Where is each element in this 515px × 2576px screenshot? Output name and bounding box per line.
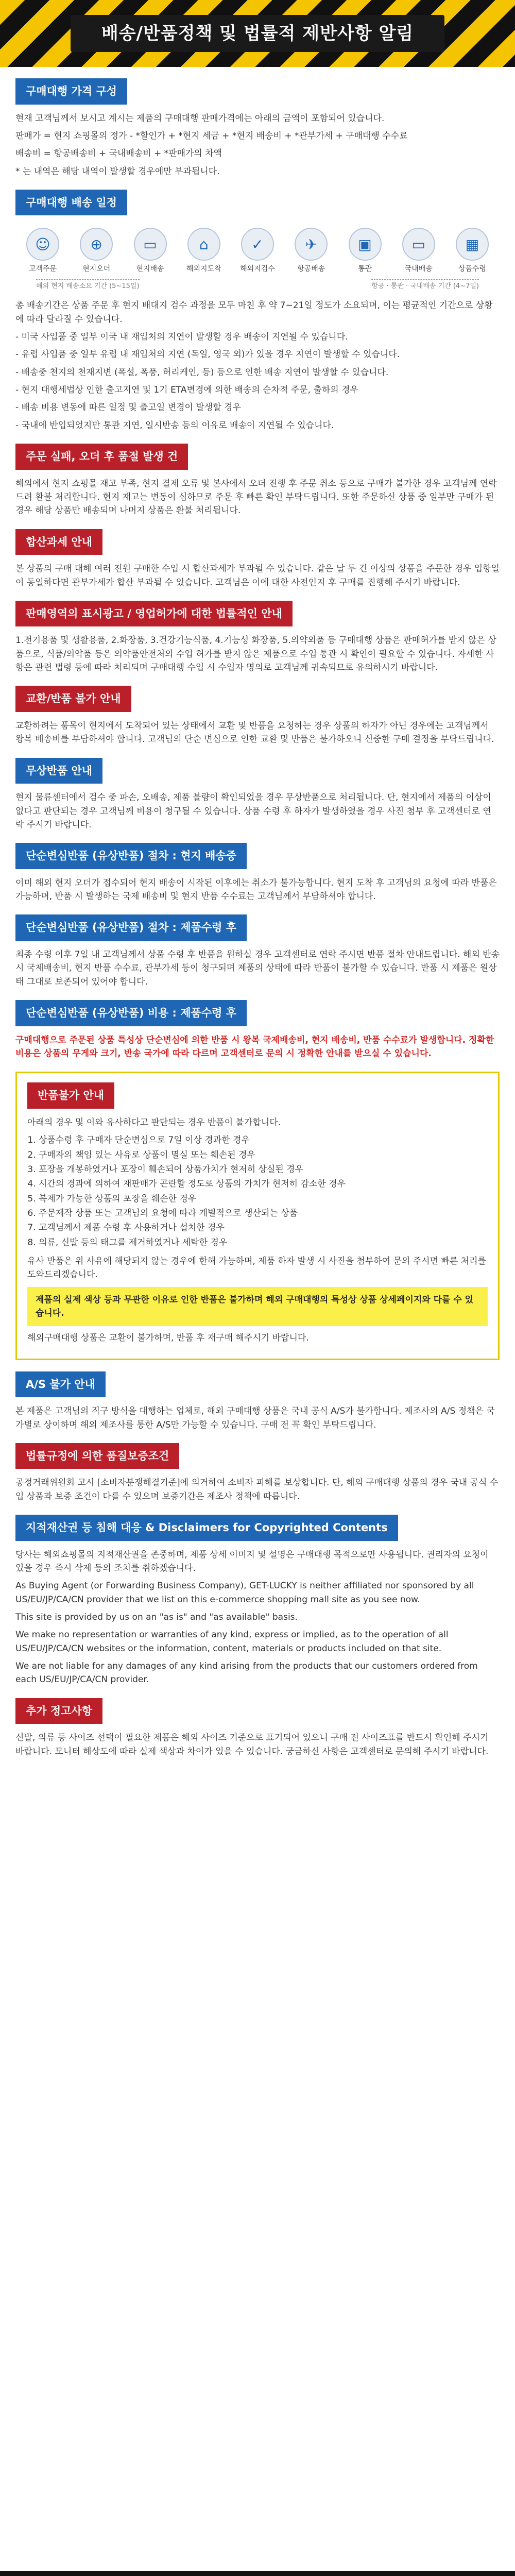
extra-notice-section — [0, 1698, 515, 1758]
section-heading: 주문 실패, 오더 후 품절 발생 건 — [15, 444, 188, 470]
text-line: - 미국 사입품 중 일부 이국 내 재입처의 지연이 발생할 경우 배송이 지연될 수 있습니다. — [15, 331, 348, 342]
free-return-section — [0, 758, 515, 832]
text-line: 해외구매대행 상품은 교환이 불가하며, 반품 후 재구매 해주시기 바랍니다. — [27, 1333, 309, 1344]
text-line: 1.전기용품 및 생활용품, 2.화장품, 3.건강기능식품, 4.기능성 화장품, 5.의약외품 등 구매대행 상품은 판매허가를 받지 않은 상품으로, 식품/의약품 등은 의약품안전처의 수입 허가를 받지 않은 제품으로 수입 통관 시 확인이 필요할 수 있습니다. 자세한 사항은 관련 법령 등에 따라 처리되며 구매대행 수입 시 수입자 명의로 고객님께 귀속되므로 유의하시기 바랍니다. — [15, 635, 496, 673]
flow-label: 해외지도착 — [186, 265, 221, 274]
text-line: 해외에서 현지 쇼핑몰 재고 부족, 현지 결제 오류 및 본사에서 오더 진행 후 주문 취소 등으로 구매가 불가한 경우 고객님께 연락드려 환불 처리합니다. 현지 재고는 변동이 심하므로 주문 후 빠른 확인 부탁드립니다. 또한 주문하신 상품 중 일부만 구매가 된 경우 해당 상품만 배송되며 나머지 상품은 환불 처리됩니다. — [15, 478, 497, 516]
section-heading: 합산과세 안내 — [15, 529, 102, 555]
section-heading: 교환/반품 불가 안내 — [15, 686, 131, 712]
flow-label: 현지오더 — [82, 265, 111, 274]
section-heading: 추가 정고사항 — [15, 1698, 102, 1724]
text-line: 아래의 경우 및 이와 유사하다고 판단되는 경우 반품이 불가합니다. — [27, 1117, 281, 1128]
cart-icon: ⊕ — [80, 228, 113, 261]
text-line: - 국내에 반입되었지만 통관 지연, 일시반송 등의 이유로 배송이 지연될 수 있습니다. — [15, 420, 334, 431]
flow-step — [289, 228, 333, 275]
text-line: 본 제품은 고객님의 직구 방식을 대행하는 업체로, 해외 구매대행 상품은 국내 공식 A/S가 불가합니다. 제조사의 A/S 정책은 국가별로 상이하며 해외 제조사를 통한 A/S만 가능할 수 있습니다. 구매 전 꼭 확인 부탁드립니다. — [15, 1406, 495, 1430]
text-line: - 배송 비용 변동에 따른 일정 및 출고일 변경이 발생할 경우 — [15, 402, 241, 413]
text-line: 판매가 = 현지 쇼핑몰의 정가 - *할인가 + *현지 세금 + *현지 배송비 + *관부가세 + 구매대행 수수료 — [15, 130, 408, 141]
flow-step — [182, 228, 226, 275]
flow-label: 현지배송 — [136, 265, 164, 274]
text-line: 본 상품의 구매 대해 여러 전원 구매한 수입 시 합산과세가 부과될 수 있습니다. 같은 날 두 건 이상의 상품을 주문한 경우 입항일이 동일하다면 관부가세가 합산 부과될 수 있습니다. 고객님은 이에 대한 사전인지 후 구매를 진행해 주시기 바랍니다. — [15, 564, 500, 588]
text-line: We make no representation or warranties of any kind, express or implied, as to the operation of all US/EU/JP/CA/CN websites or the information, content, materials or products included on that site. — [15, 1630, 449, 1654]
flow-label: 상품수령 — [458, 265, 487, 274]
text-line: - 현지 대행세법상 인한 출고지연 및 1기 ETA변경에 의한 배송의 순차적 주문, 출하의 경우 — [15, 385, 358, 396]
list-item: 5. 복제가 가능한 상품의 포장을 훼손한 경우 — [39, 1192, 488, 1206]
no-return-section — [0, 1072, 515, 1360]
shipping-section — [0, 190, 515, 432]
text-line: * 는 내역은 해당 내역이 발생할 경우에만 부과됩니다. — [15, 166, 220, 177]
ip-section — [0, 1515, 515, 1687]
list-item: 4. 시간의 경과에 의하여 재판매가 곤란할 정도로 상품의 가치가 현저히 감소한 경우 — [39, 1177, 488, 1191]
flow-step — [21, 228, 65, 275]
order-fail-section — [0, 444, 515, 518]
warehouse-icon: ⌂ — [187, 228, 220, 261]
section-heading: 판매영역의 표시광고 / 영업허가에 대한 법률적인 안내 — [15, 601, 293, 627]
text-line: 현지 물류센터에서 검수 중 파손, 오배송, 제품 불량이 확인되었을 경우 무상반품으로 처리됩니다. 단, 현지에서 제품의 이상이 없다고 판단되는 경우 고객님께 비용이 청구될 수 있습니다. 상품 수령 후 하자가 발생하였을 경우 사진 첨부 후 고객센터로 연락 주시기 바랍니다. — [15, 792, 491, 830]
inspect-icon: ✓ — [241, 228, 274, 261]
combined-tax-section — [0, 529, 515, 589]
list-item: 1. 상품수령 후 구매자 단순변심으로 7일 이상 경과한 경우 — [39, 1133, 488, 1147]
flow-step — [343, 228, 387, 275]
flow-label: 고객주문 — [28, 265, 57, 274]
section-heading: 무상반품 안내 — [15, 758, 102, 784]
flow-label: 해외지검수 — [240, 265, 275, 274]
flow-step — [128, 228, 173, 275]
section-heading: 구매대행 배송 일정 — [15, 190, 127, 216]
box-icon: ▦ — [456, 228, 489, 261]
no-return-box — [15, 1072, 500, 1360]
section-heading: 단순변심반품 (유상반품) 절차 : 제품수령 후 — [15, 914, 247, 941]
flow-label: 항공배송 — [297, 265, 325, 274]
page-title: 배송/반품정책 및 법률적 제반사항 알림 — [71, 15, 444, 53]
flow-label: 통관 — [357, 265, 372, 274]
no-return-list — [39, 1133, 488, 1249]
plane-icon: ✈ — [295, 228, 328, 261]
flow-step — [397, 228, 441, 275]
footer-brand — [0, 2571, 515, 2576]
flow-period-left: 해외 현지 배송소요 기간 (5~15일) — [36, 279, 140, 292]
no-exchange-section — [0, 686, 515, 746]
text-line: 공정거래위원회 고시 [소비자분쟁해결기준]에 의거하여 소비자 피해를 보상합니다. 단, 해외 구매대행 상품의 경우 국내 공식 수입 상품과 보증 조건이 다를 수 있으며 보증기간은 제조사 정책에 따릅니다. — [15, 1478, 499, 1502]
text-line: 현재 고객님께서 보시고 계시는 제품의 구매대행 판매가격에는 아래의 금액이 포함되어 있습니다. — [15, 113, 385, 124]
paid-return-cost-section — [0, 1000, 515, 1060]
flow-period-right: 항공 · 통관 · 국내배송 기간 (4~7일) — [371, 279, 479, 292]
price-section — [0, 78, 515, 178]
paid-return-after-section — [0, 914, 515, 989]
legal-notice-section — [0, 601, 515, 675]
section-heading: 지적재산권 등 침해 대응 & Disclaimers for Copyrighted Contents — [15, 1515, 398, 1541]
section-heading: 반품불가 안내 — [27, 1082, 114, 1109]
truck-icon: ▭ — [134, 228, 167, 261]
text-line: 당사는 해외쇼핑몰의 지적재산권을 존중하며, 제품 상세 이미지 및 설명은 구매대행 목적으로만 사용됩니다. 권리자의 요청이 있을 경우 즉시 삭제 등의 조치를 취하겠습니다. — [15, 1549, 489, 1574]
text-line: This site is provided by us on an "as is" and "as available" basis. — [15, 1612, 298, 1623]
warning-strip: 제품의 실제 색상 등과 무관한 이유로 인한 반품은 불가하며 해외 구매대행의 특성상 상품 상세페이지와 다를 수 있습니다. — [27, 1287, 488, 1327]
text-line: 유사 반품은 위 사유에 해당되지 않는 경우에 한해 가능하며, 제품 하자 발생 시 사진을 첨부하여 문의 주시면 빠른 처리를 도와드리겠습니다. — [27, 1256, 486, 1280]
section-heading: A/S 불가 안내 — [15, 1371, 106, 1398]
text-line: As Buying Agent (or Forwarding Business Company), GET-LUCKY is neither affiliated nor sponsored by all US/EU/JP/CA/CN provider that we list on this e-commerce shopping mall site as you see now. — [15, 1581, 474, 1605]
text-line: We are not liable for any damages of any kind arising from the products that our customers ordered from each US/EU/JP/CA/CN provider. — [15, 1661, 478, 1685]
list-item: 8. 의류, 신발 등의 태그를 제거하였거나 세탁한 경우 — [39, 1236, 488, 1249]
flow-step — [74, 228, 118, 275]
list-item: 7. 고객님께서 제품 수령 후 사용하거나 설치한 경우 — [39, 1221, 488, 1234]
text-line: - 배송중 천지의 천재지변 (폭설, 폭풍, 허리케인, 등) 등으로 인한 배송 지연이 발생할 수 있습니다. — [15, 367, 389, 378]
list-item: 2. 구매자의 책임 있는 사유로 상품이 멸실 또는 훼손된 경우 — [39, 1148, 488, 1162]
text-line: - 유럽 사입품 중 일부 유럽 내 재입처의 지연 (독일, 영국 외)가 있을 경우 지연이 발생할 수 있습니다. — [15, 349, 400, 360]
delivery-icon: ▭ — [402, 228, 435, 261]
section-heading: 법률규정에 의한 품질보증조건 — [15, 1443, 179, 1469]
paid-return-local-section — [0, 843, 515, 903]
text-line: 교환하려는 품목이 현지에서 도착되어 있는 상태에서 교환 및 반품을 요청하는 경우 상품의 하자가 아닌 경우에는 고객님께서 왕복 배송비를 부담하셔야 합니다. 고객님의 단순 변심으로 인한 교환 및 반품은 불가하오니 신중한 구매 결정을 부탁드립니다. — [15, 720, 494, 745]
flow-label: 국내배송 — [404, 265, 433, 274]
flow-step — [235, 228, 280, 275]
top-banner — [0, 0, 515, 67]
text-line: 총 배송기간은 상품 주문 후 현지 배대지 검수 과정을 모두 마친 후 약 7~21일 정도가 소요되며, 이는 평균적인 기간으로 상황에 따라 달라질 수 있습니다. — [15, 300, 493, 325]
warranty-section — [0, 1443, 515, 1503]
section-heading: 단순변심반품 (유상반품) 절차 : 현지 배송중 — [15, 843, 247, 869]
section-heading: 단순변심반품 (유상반품) 비용 : 제품수령 후 — [15, 1000, 247, 1026]
text-line: 이미 해외 현지 오더가 접수되어 현지 배송이 시작된 이후에는 취소가 불가능합니다. 현지 도착 후 고객님의 요청에 따라 반품은 가능하며, 반품 시 발생하는 국제 배송비 및 현지 반품 수수료는 고객님께서 부담하셔야 합니다. — [15, 877, 497, 902]
customs-icon: ▣ — [349, 228, 382, 261]
list-item: 6. 주문제작 상품 또는 고객님의 요청에 따라 개별적으로 생산되는 상품 — [39, 1207, 488, 1220]
person-icon: ☺ — [26, 228, 59, 261]
flow-step — [450, 228, 494, 275]
text-line: 최종 수령 이후 7일 내 고객님께서 상품 수령 후 반품을 원하실 경우 고객센터로 연락 주시면 반품 절차 안내드립니다. 해외 반송 시 국제배송비, 현지 반품 수수료, 관부가세 등이 청구되며 제품의 상태에 따라 반품이 불가할 수 있습니다. 반품 시 제품은 원상태 그대로 보존되어 있어야 합니다. — [15, 950, 500, 987]
text-line: 구매대행으로 주문된 상품 특성상 단순변심에 의한 반품 시 왕복 국제배송비, 현지 배송비, 반품 수수료가 발생합니다. 정확한 비용은 상품의 무게와 크기, 반송 국가에 따라 다르며 고객센터로 문의 시 정확한 안내를 받으실 수 있습니다. — [15, 1035, 494, 1059]
as-section — [0, 1371, 515, 1432]
list-item: 3. 포장을 개봉하였거나 포장이 훼손되어 상품가치가 현저히 상실된 경우 — [39, 1163, 488, 1176]
shipping-flow — [21, 228, 494, 275]
section-heading: 구매대행 가격 구성 — [15, 78, 127, 105]
text-line: 신발, 의류 등 사이즈 선택이 필요한 제품은 해외 사이즈 기준으로 표기되어 있으니 구매 전 사이즈표를 반드시 확인해 주시기 바랍니다. 모니터 해상도에 따라 실제 색상과 차이가 있을 수 있습니다. 궁금하신 사항은 고객센터로 문의해 주시기 바랍니다. — [15, 1733, 489, 1757]
text-line: 배송비 = 항공배송비 + 국내배송비 + *판매가의 차액 — [15, 148, 222, 159]
flow-arrows — [36, 279, 479, 292]
